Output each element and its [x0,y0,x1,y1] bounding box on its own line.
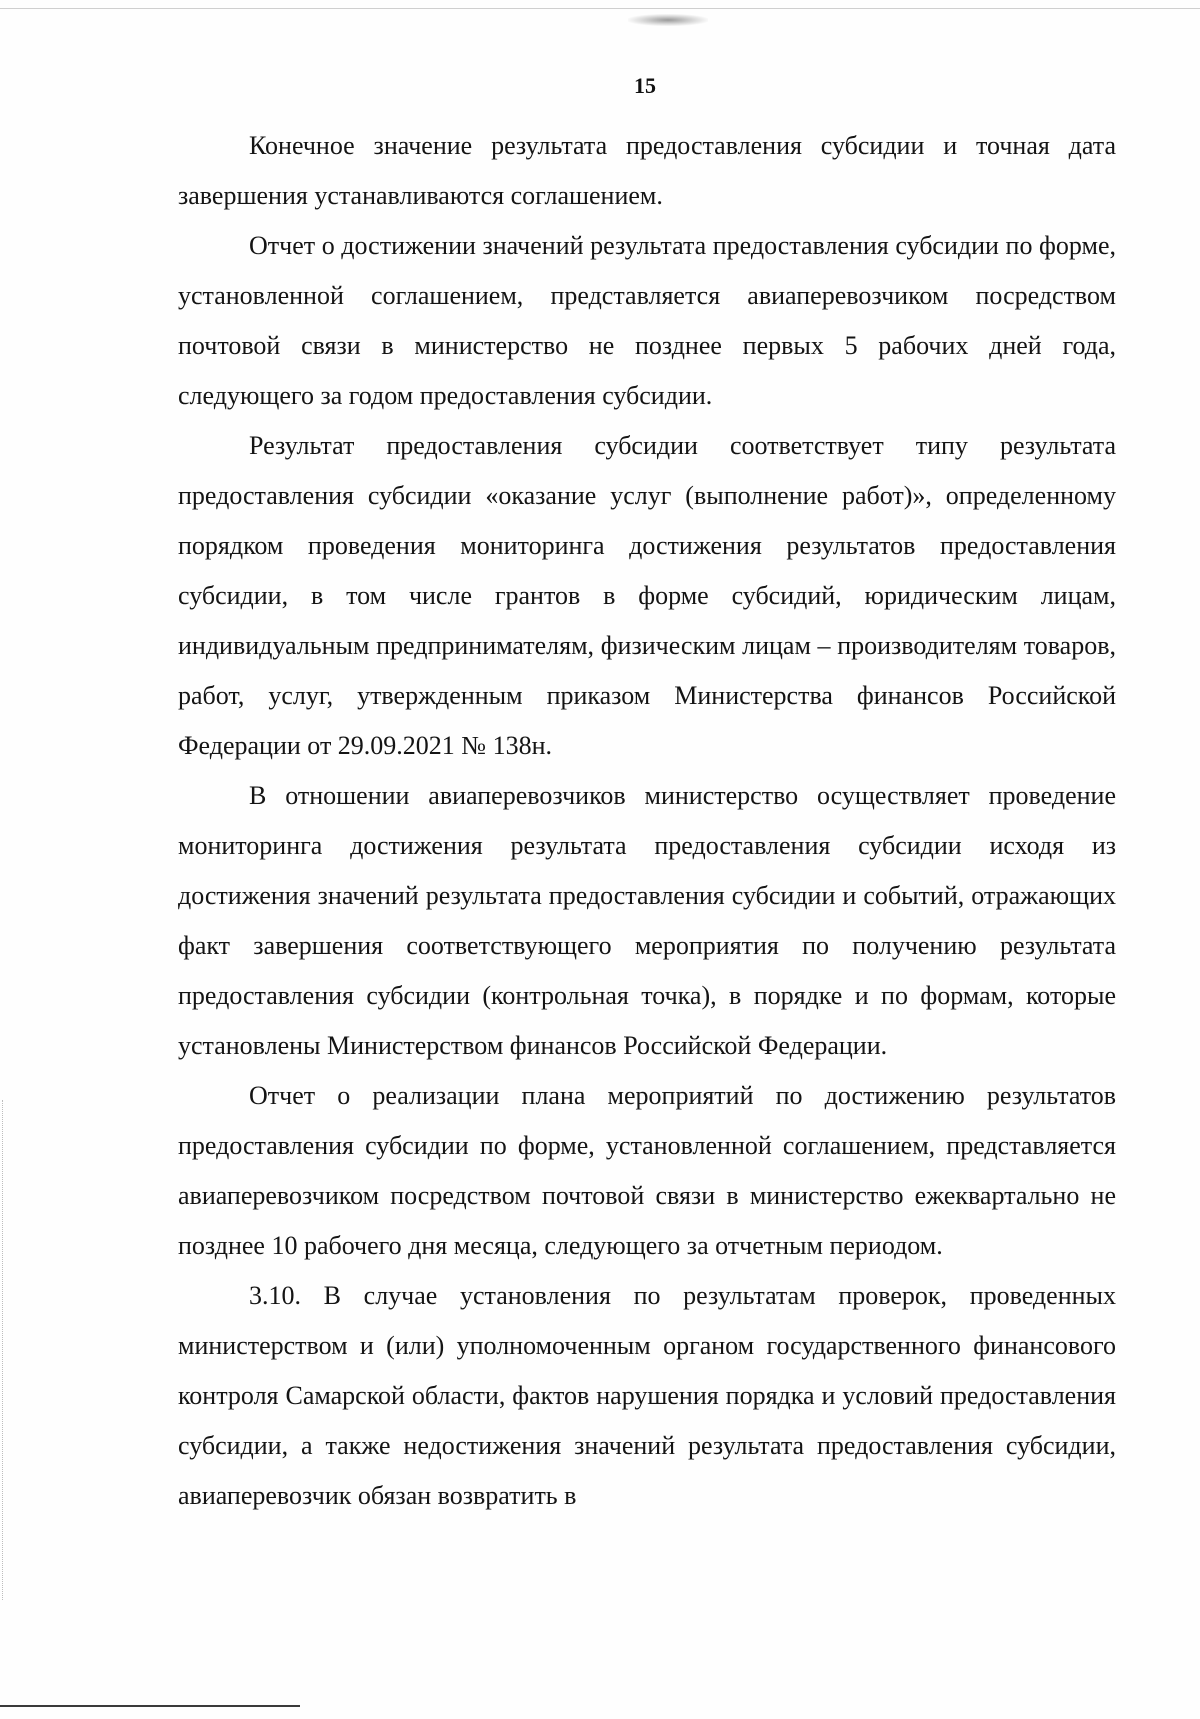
scan-top-edge [0,0,1200,9]
paragraph-monitoring: В отношении авиаперевозчиков министерство осуществляет проведение мониторинга достижения результата предоставления субсидии исходя из достижения значений результата предоставления субсидии и событий, отражающих факт завершения соответствующего мероприятия по получению результата предоставления субсидии (контрольная точка), в порядке и по формам, которые установлены Министерством финансов Российской Федерации. [178,781,1116,1060]
scan-left-edge [2,1100,7,1600]
paragraph-plan-report: Отчет о реализации плана мероприятий по достижению результатов предоставления субсидии по форме, установленной соглашением, представляется авиаперевозчиком посредством почтовой связи в министерство ежеквартально не позднее 10 рабочего дня месяца, следующего за отчетным периодом. [178,1081,1116,1260]
scan-bottom-edge [0,1705,300,1707]
document-body [178,121,1116,1521]
paragraph-achievement-report: Отчет о достижении значений результата предоставления субсидии по форме, установленной соглашением, представляется авиаперевозчиком посредством почтовой связи в министерство не позднее первых 5 рабочих дней года, следующего за годом предоставления субсидии. [178,231,1116,410]
paragraph-final-value: Конечное значение результата предоставления субсидии и точная дата завершения устанавливаются соглашением. [178,131,1116,210]
paragraph-result-type: Результат предоставления субсидии соответствует типу результата предоставления субсидии «оказание услуг (выполнение работ)», определенному порядком проведения мониторинга достижения результатов предоставления субсидии, в том числе грантов в форме субсидий, юридическим лицам, индивидуальным предпринимателям, физическим лицам – производителям товаров, работ, услуг, утвержденным приказом Министерства финансов Российской Федерации от 29.09.2021 № 138н. [178,431,1116,760]
paragraph-section-3-10: 3.10. В случае установления по результатам проверок, проведенных министерством и (или) уполномоченным органом государственного финансового контроля Самарской области, фактов нарушения порядка и условий предоставления субсидии, а также недостижения значений результата предоставления субсидии, авиаперевозчик обязан возвратить в [178,1281,1116,1510]
scan-artifact [628,14,708,26]
page-number: 15 [634,73,656,98]
